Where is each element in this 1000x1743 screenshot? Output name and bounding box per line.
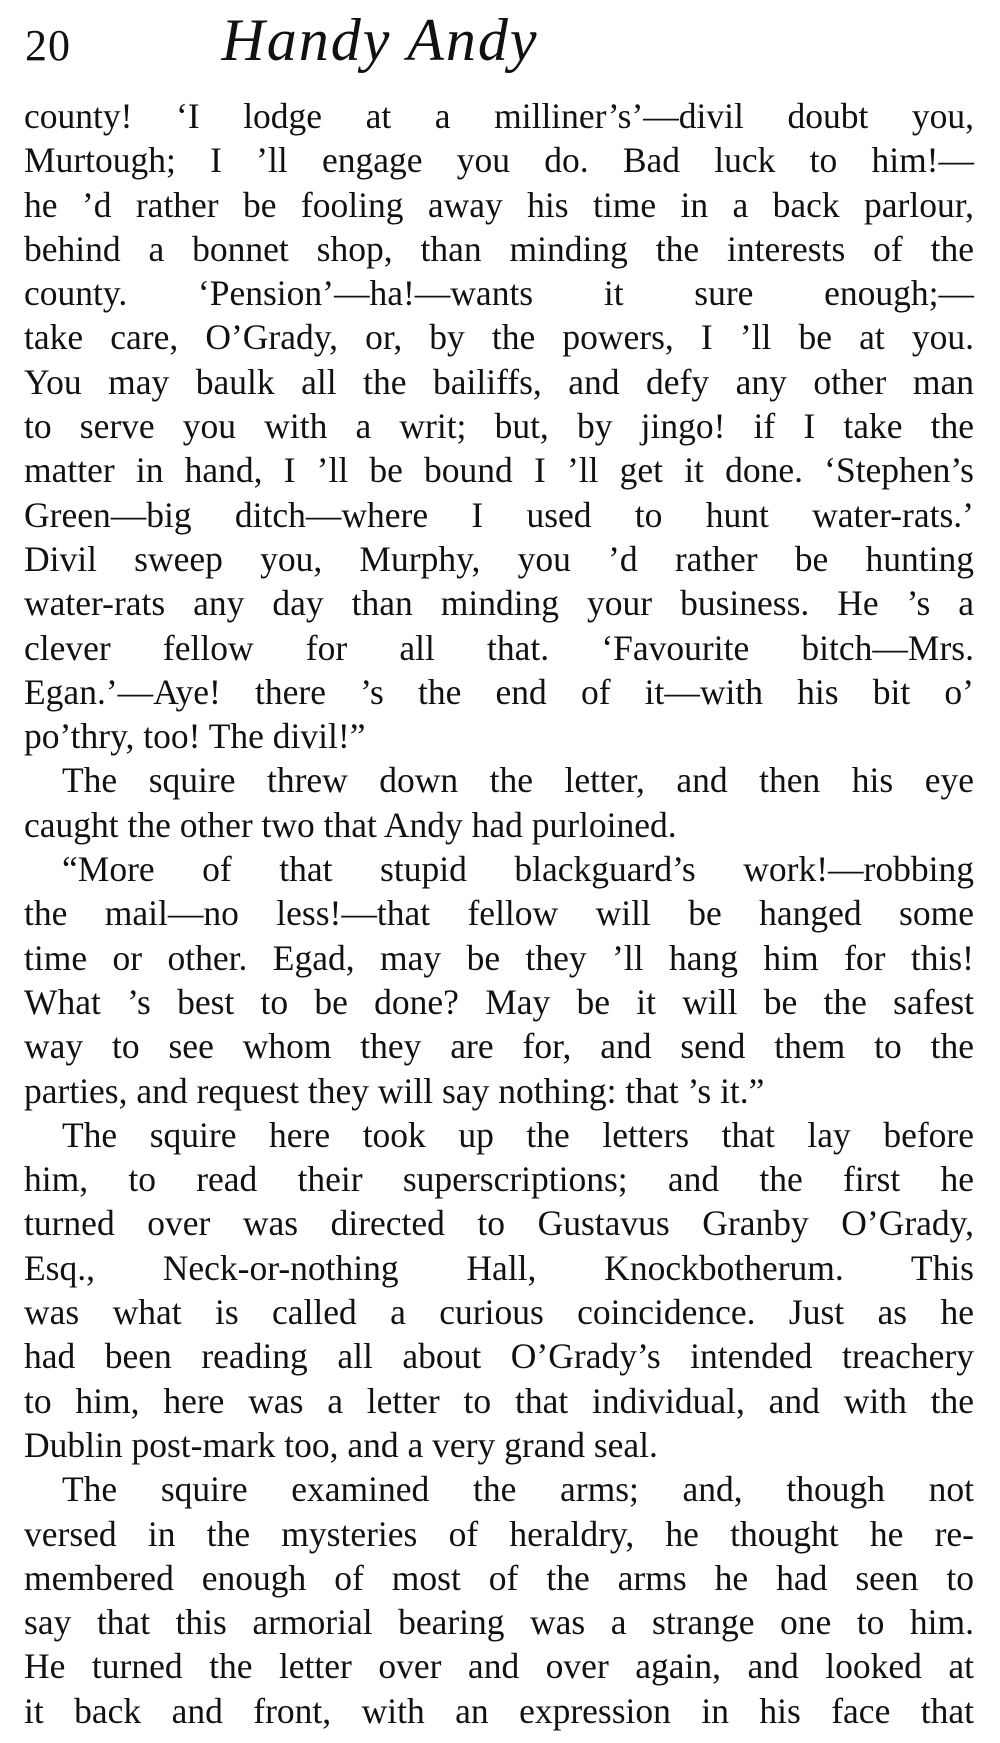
text-line: caught the other two that Andy had purloined. [24,804,677,845]
text-line: You may baulk all the bailiffs, and defy any other man [24,361,974,402]
text-line: matter in hand, I ’ll be bound I ’ll get it done. ‘Stephen’s [24,450,974,491]
text-line: to serve you with a writ; but, by jingo! if I take the [24,406,974,447]
text-line: Dublin post-mark too, and a very grand seal. [24,1424,658,1465]
body-text [24,94,974,1733]
text-line: po’thry, too! The divil!” [24,716,366,757]
text-line: he ’d rather be fooling away his time in a back parlour, [24,184,974,225]
text-line: it back and front, with an expression in his face that [24,1690,974,1731]
text-line: was what is called a curious coincidence. Just as he [24,1292,974,1333]
text-line: Green—big ditch—where I used to hunt water-rats.’ [24,494,974,535]
text-line: time or other. Egad, may be they ’ll hang him for this! [24,937,974,978]
text-line: water-rats any day than minding your business. He ’s a [24,583,974,624]
text-line: Murtough; I ’ll engage you do. Bad luck to him!— [24,140,974,181]
text-line: county. ‘Pension’—ha!—wants it sure enough;— [24,273,974,314]
text-line: versed in the mysteries of heraldry, he thought he re- [24,1513,974,1554]
text-line: had been reading all about O’Grady’s intended treachery [24,1336,974,1377]
text-line: take care, O’Grady, or, by the powers, I ’ll be at you. [24,317,974,358]
text-line: Egan.’—Aye! there ’s the end of it—with his bit o’ [24,671,974,712]
text-line: clever fellow for all that. ‘Favourite bitch—Mrs. [24,627,974,668]
paragraph-first-line: “More of that stupid blackguard’s work!—robbing [62,849,974,890]
text-line: to him, here was a letter to that individual, and with the [24,1380,974,1421]
text-line: What ’s best to be done? May be it will be the safest [24,981,974,1022]
text-line: him, to read their superscriptions; and the first he [24,1159,974,1200]
text-line: turned over was directed to Gustavus Granby O’Grady, [24,1203,974,1244]
text-line: parties, and request they will say nothing: that ’s it.” [24,1070,765,1111]
text-line: county! ‘I lodge at a milliner’s’—divil doubt you, [24,96,974,136]
page-number: 20 [25,21,71,70]
text-line: Divil sweep you, Murphy, you ’d rather be hunting [24,538,974,579]
paragraph-first-line: The squire here took up the letters that lay before [62,1114,974,1155]
running-title: Handy Andy [221,7,539,73]
paragraph-first-line: The squire threw down the letter, and then his eye [62,760,974,801]
text-line: He turned the letter over and over again, and looked at [24,1646,974,1687]
text-line: the mail—no less!—that fellow will be hanged some [24,893,974,934]
text-line: way to see whom they are for, and send them to the [24,1026,974,1067]
text-line: say that this armorial bearing was a strange one to him. [24,1602,974,1643]
text-line: behind a bonnet shop, than minding the interests of the [24,228,974,269]
text-line: membered enough of most of the arms he had seen to [24,1557,974,1598]
text-line: Esq., Neck-or-nothing Hall, Knockbotherum. This [24,1247,974,1288]
paragraph-first-line: The squire examined the arms; and, though not [62,1469,974,1510]
